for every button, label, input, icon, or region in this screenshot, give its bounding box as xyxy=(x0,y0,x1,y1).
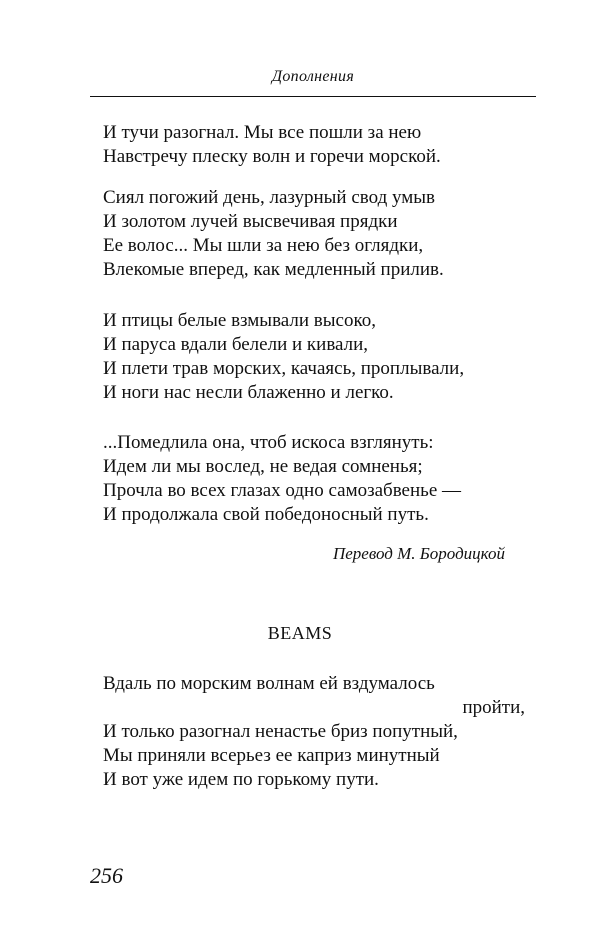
verse-line: Влекомые вперед, как медленный прилив. xyxy=(103,259,444,280)
verse-line: Ее волос... Мы шли за нею без оглядки, xyxy=(103,235,424,256)
verse-line: И ноги нас несли блаженно и легко. xyxy=(103,382,394,403)
verse-line: И золотом лучей высвечивая прядки xyxy=(103,211,398,232)
verse-line: И только разогнал ненастье бриз попутный, xyxy=(103,721,458,742)
verse-line: Мы приняли всерьез ее каприз минутный xyxy=(103,745,440,766)
running-head: Дополнения xyxy=(271,68,355,85)
verse-line: И паруса вдали белели и кивали, xyxy=(103,334,369,355)
verse-line: И тучи разогнал. Мы все пошли за нею xyxy=(103,122,422,143)
verse-line-continuation: пройти, xyxy=(462,697,525,718)
verse-line: И продолжала свой победоносный путь. xyxy=(103,504,429,525)
verse-line: И птицы белые взмывали высоко, xyxy=(103,310,376,331)
stanza-3 xyxy=(103,309,533,405)
verse-line: Сиял погожий день, лазурный свод умыв xyxy=(103,187,435,208)
poem-title: BEAMS xyxy=(267,623,333,643)
verse-line: И вот уже идем по горькому пути. xyxy=(103,769,379,790)
page-number: 256 xyxy=(90,863,123,888)
verse-line: Идем ли мы вослед, не ведая сомненья; xyxy=(103,456,423,477)
verse-line: ...Помедлила она, чтоб искоса взглянуть: xyxy=(103,432,434,453)
stanza-4 xyxy=(103,431,533,527)
translator-attribution: Перевод М. Бородицкой xyxy=(332,544,505,563)
poem2-stanza xyxy=(103,672,533,792)
verse-line: И плети трав морских, качаясь, проплывали, xyxy=(103,358,465,379)
stanza-2 xyxy=(103,186,533,282)
verse-line: Навстречу плеску волн и горечи морской. xyxy=(103,146,441,167)
verse-line: Прочла во всех глазах одно самозабвенье — xyxy=(103,480,462,501)
stanza-1 xyxy=(103,121,533,169)
verse-line: Вдаль по морским волнам ей вздумалось xyxy=(103,673,435,694)
header-rule xyxy=(90,96,536,97)
